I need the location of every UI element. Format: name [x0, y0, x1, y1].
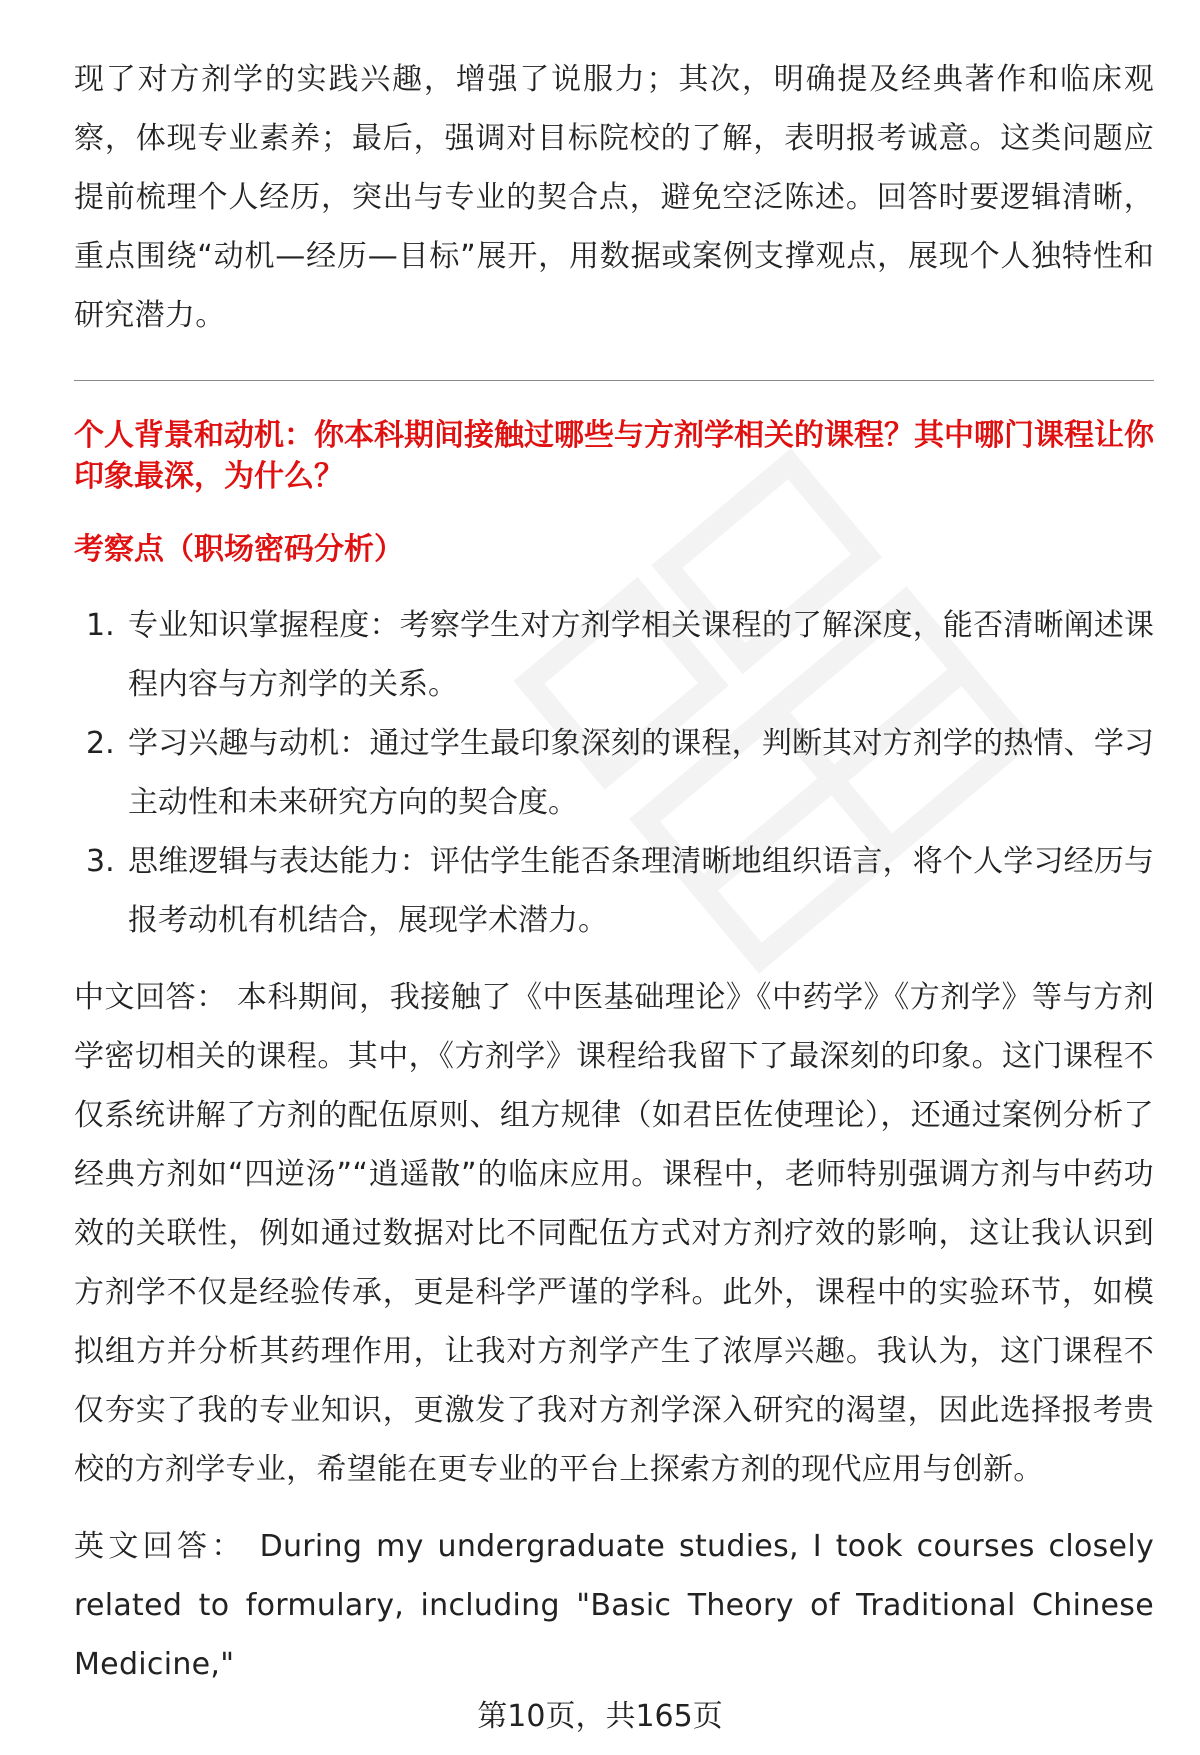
- interview-question: 个人背景和动机：你本科期间接触过哪些与方剂学相关的课程？其中哪门课程让你印象最深，为什么？: [74, 418, 1154, 494]
- assessment-point: [74, 832, 1154, 950]
- point-number: 3.: [86, 844, 115, 879]
- english-answer: [74, 1517, 1154, 1694]
- page-footer: 第10页，共165页: [477, 1699, 723, 1734]
- english-answer-text: During my undergraduate studies, I took courses closely related to formulary, including "Basic Theory of Traditional Chinese Medicine,": [74, 1529, 1155, 1682]
- chinese-answer-label: 中文回答：: [74, 980, 227, 1015]
- assessment-point: [74, 596, 1154, 714]
- assessment-heading: 考察点（职场密码分析）: [74, 532, 404, 567]
- chinese-answer: [74, 968, 1154, 1499]
- chinese-answer-text: 本科期间，我接触了《中医基础理论》《中药学》《方剂学》等与方剂学密切相关的课程。其中，《方剂学》课程给我留下了最深刻的印象。这门课程不仅系统讲解了方剂的配伍原则、组方规律（如君臣佐使理论），还通过案例分析了经典方剂如“四逆汤”“逍遥散”的临床应用。课程中，老师特别强调方剂与中药功效的关联性，例如通过数据对比不同配伍方式对方剂疗效的影响，这让我认识到方剂学不仅是经验传承，更是科学严谨的学科。此外，课程中的实验环节，如模拟组方并分析其药理作用，让我对方剂学产生了浓厚兴趣。我认为，这门课程不仅夯实了我的专业知识，更激发了我对方剂学深入研究的渴望，因此选择报考贵校的方剂学专业，希望能在更专业的平台上探索方剂的现代应用与创新。: [74, 980, 1155, 1487]
- english-answer-label: 英文回答：: [74, 1529, 246, 1564]
- point-number: 2.: [86, 726, 115, 761]
- point-text: 专业知识掌握程度：考察学生对方剂学相关课程的了解深度，能否清晰阐述课程内容与方剂学的关系。: [128, 608, 1154, 702]
- point-text: 学习兴趣与动机：通过学生最印象深刻的课程，判断其对方剂学的热情、学习主动性和未来研究方向的契合度。: [128, 726, 1154, 820]
- assessment-point: [74, 714, 1154, 832]
- point-number: 1.: [86, 608, 115, 643]
- point-text: 思维逻辑与表达能力：评估学生能否条理清晰地组织语言，将个人学习经历与报考动机有机结合，展现学术潜力。: [128, 844, 1154, 938]
- document-page: [74, 50, 1154, 1712]
- intro-paragraph: 现了对方剂学的实践兴趣，增强了说服力；其次，明确提及经典著作和临床观察，体现专业素养；最后，强调对目标院校的了解，表明报考诚意。这类问题应提前梳理个人经历，突出与专业的契合点，避免空泛陈述。回答时要逻辑清晰，重点围绕“动机—经历—目标”展开，用数据或案例支撑观点，展现个人独特性和研究潜力。: [74, 62, 1154, 333]
- assessment-point-list: [74, 596, 1154, 950]
- section-divider: [74, 380, 1154, 381]
